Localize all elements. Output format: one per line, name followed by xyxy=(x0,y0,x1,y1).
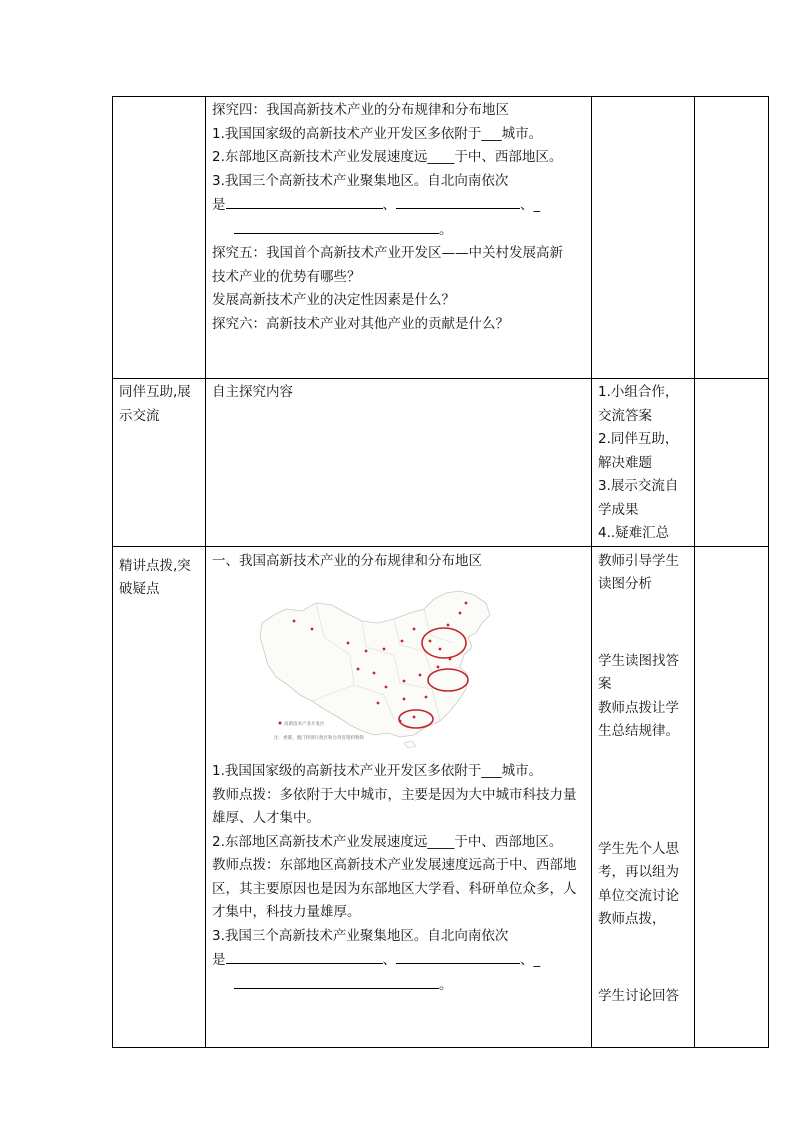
row3-label-1: 精讲点拨,突 xyxy=(119,557,191,574)
row3-q3-blank6: 。 xyxy=(212,973,585,998)
inquiry5-q2: 发展高新技术产业的决定性因素是什么？ xyxy=(212,292,455,308)
row3-side-a-1: 读图分析 xyxy=(598,576,652,592)
blank-5 xyxy=(396,948,520,964)
row2-side-3: 解决难题 xyxy=(598,454,652,471)
row3-side-d: 学生讨论回答 xyxy=(598,987,679,1004)
row3-content-cell xyxy=(206,546,592,1047)
row3-heading: 一、我国高新技术产业的分布规律和分布地区 xyxy=(212,552,482,569)
row3-tip2-a: 教师点拨：东部地区高新技术产业发展速度远高于中、西部地 xyxy=(212,857,577,873)
row3-tip2-c: 才集中，科技力量雄厚。 xyxy=(212,904,361,920)
map-outline xyxy=(260,591,490,737)
row-inquiry xyxy=(113,97,769,379)
row3-q1: 1.我国国家级的高新技术产业开发区多依附于___城市。 xyxy=(212,763,543,779)
blank-4 xyxy=(226,948,383,964)
row3-side-b-2: 教师点拨让学 xyxy=(598,699,679,716)
row1-activity-cell xyxy=(592,97,695,379)
row1-note-cell xyxy=(695,97,769,379)
row3-q3-blanks: 是 、 、_ xyxy=(212,948,585,973)
row3-side-c-0: 学生先个人思 xyxy=(598,840,679,857)
row2-side-4: 3.展示交流自 xyxy=(598,478,679,494)
row2-side-5: 学成果 xyxy=(598,501,639,518)
inquiry5-cont: 技术产业的优势有哪些？ xyxy=(212,268,361,285)
blank-1 xyxy=(226,193,383,209)
row2-side-1: 交流答案 xyxy=(598,407,652,424)
map-legend-1: 高新技术产业开发区 xyxy=(284,722,325,727)
row3-side-b-0: 学生读图找答 xyxy=(598,652,679,669)
blank-2 xyxy=(396,193,520,209)
row2-note-cell xyxy=(695,379,769,547)
inquiry4-title: 探究四：我国高新技术产业的分布规律和分布地区 xyxy=(212,102,509,118)
legend-dot xyxy=(279,722,282,725)
row3-side-c-3: 教师点拨， xyxy=(598,911,666,927)
inquiry4-q1: 1.我国国家级的高新技术产业开发区多依附于___城市。 xyxy=(212,125,543,142)
inquiry4-q3-blank3: 。 xyxy=(212,218,585,243)
row2-label-cell xyxy=(113,379,206,547)
row-explanation xyxy=(113,546,769,1047)
lesson-plan-table xyxy=(112,96,769,1048)
row3-tip2-b: 区，其主要原因也是因为东部地区大学看、科研单位众多，人 xyxy=(212,880,577,897)
blank-6 xyxy=(234,973,439,989)
island-hainan xyxy=(404,741,416,748)
row2-label-1: 同伴互助,展 xyxy=(119,384,191,400)
row2-content: 自主探究内容 xyxy=(212,384,293,400)
row3-q2: 2.东部地区高新技术产业发展速度远____于中、西部地区。 xyxy=(212,833,563,850)
row3-note-cell xyxy=(695,546,769,1047)
inquiry5-title: 探究五：我国首个高新技术产业开发区——中关村发展高新 xyxy=(212,245,563,261)
inquiry4-q2: 2.东部地区高新技术产业发展速度远____于中、西部地区。 xyxy=(212,149,563,165)
row2-side-6: 4..疑难汇总 xyxy=(598,525,670,541)
blank-3 xyxy=(234,218,439,234)
row3-side-a-0: 教师引导学生 xyxy=(598,552,679,569)
china-map-svg xyxy=(254,585,504,750)
inquiry4-q3-blanks: 是 、 、_ xyxy=(212,193,585,218)
row3-side-b-1: 案 xyxy=(598,676,612,692)
map-legend-2: 注：香港、澳门特别行政区和台湾省资料暂缺 xyxy=(274,736,364,741)
row3-tip1-a: 教师点拨：多依附于大中城市，主要是因为大中城市科技力量 xyxy=(212,786,577,803)
inquiry4-q3: 3.我国三个高新技术产业聚集地区。自北向南依次 xyxy=(212,172,509,189)
china-map-figure xyxy=(254,585,504,750)
row3-label-cell xyxy=(113,546,206,1047)
row3-label-2: 破疑点 xyxy=(119,581,160,597)
row2-label-2: 示交流 xyxy=(119,407,160,424)
row1-label-cell xyxy=(113,97,206,379)
row1-content-cell xyxy=(206,97,592,379)
row-peer-help xyxy=(113,379,769,547)
row2-content-cell xyxy=(206,379,592,547)
row3-side-c-2: 单位交流讨论 xyxy=(598,887,679,904)
inquiry6-title: 探究六：高新技术产业对其他产业的贡献是什么？ xyxy=(212,315,509,332)
row3-side-b-3: 生总结规律。 xyxy=(598,723,679,739)
row2-activity-cell xyxy=(592,379,695,547)
row2-side-2: 2.同伴互助， xyxy=(598,431,679,447)
row3-q3: 3.我国三个高新技术产业聚集地区。自北向南依次 xyxy=(212,927,509,944)
row3-tip1-b: 雄厚、人才集中。 xyxy=(212,810,320,826)
row2-side-0: 1.小组合作， xyxy=(598,384,679,400)
row3-side-c-1: 考，再以组为 xyxy=(598,864,679,880)
row3-activity-cell xyxy=(592,546,695,1047)
